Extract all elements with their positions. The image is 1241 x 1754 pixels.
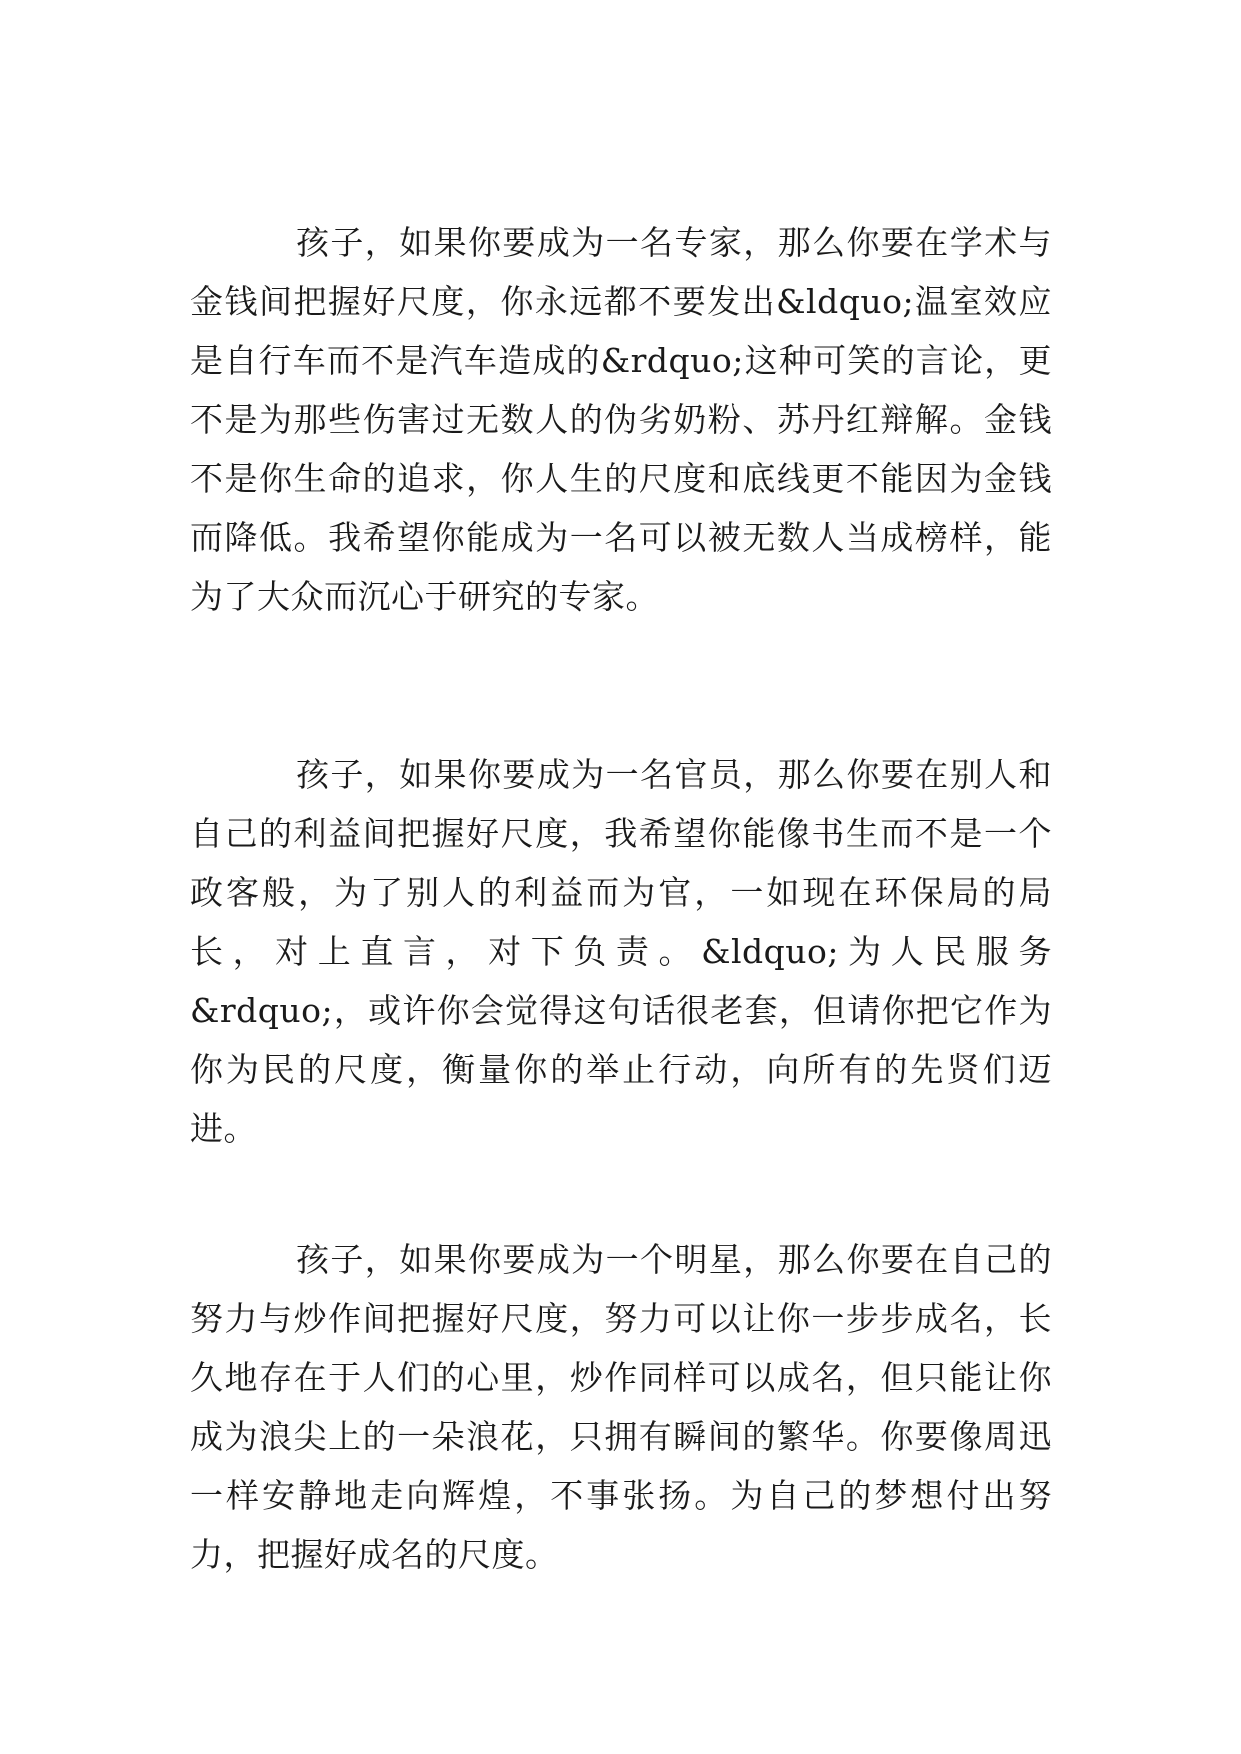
paragraph-expert: 孩子，如果你要成为一名专家，那么你要在学术与金钱间把握好尺度，你永远都不要发出&ldquo;温室效应是自行车而不是汽车造成的&rdquo;这种可笑的言论，更不是为那些伤害过无数人的伪劣奶粉、苏丹红辩解。金钱不是你生命的追求，你人生的尺度和底线更不能因为金钱而降低。我希望你能成为一名可以被无数人当成榜样，能为了大众而沉心于研究的专家。 [190,223,1052,616]
paragraph-celebrity: 孩子，如果你要成为一个明星，那么你要在自己的努力与炒作间把握好尺度，努力可以让你一步步成名，长久地存在于人们的心里，炒作同样可以成名，但只能让你成为浪尖上的一朵浪花，只拥有瞬间的繁华。你要像周迅一样安静地走向辉煌，不事张扬。为自己的梦想付出努力，把握好成名的尺度。 [190,1240,1052,1574]
paragraph-official: 孩子，如果你要成为一名官员，那么你要在别人和自己的利益间把握好尺度，我希望你能像书生而不是一个政客般，为了别人的利益而为官，一如现在环保局的局长，对上直言，对下负责。&ldquo;为人民服务&rdquo;，或许你会觉得这句话很老套，但请你把它作为你为民的尺度，衡量你的举止行动，向所有的先贤们迈进。 [190,755,1052,1148]
